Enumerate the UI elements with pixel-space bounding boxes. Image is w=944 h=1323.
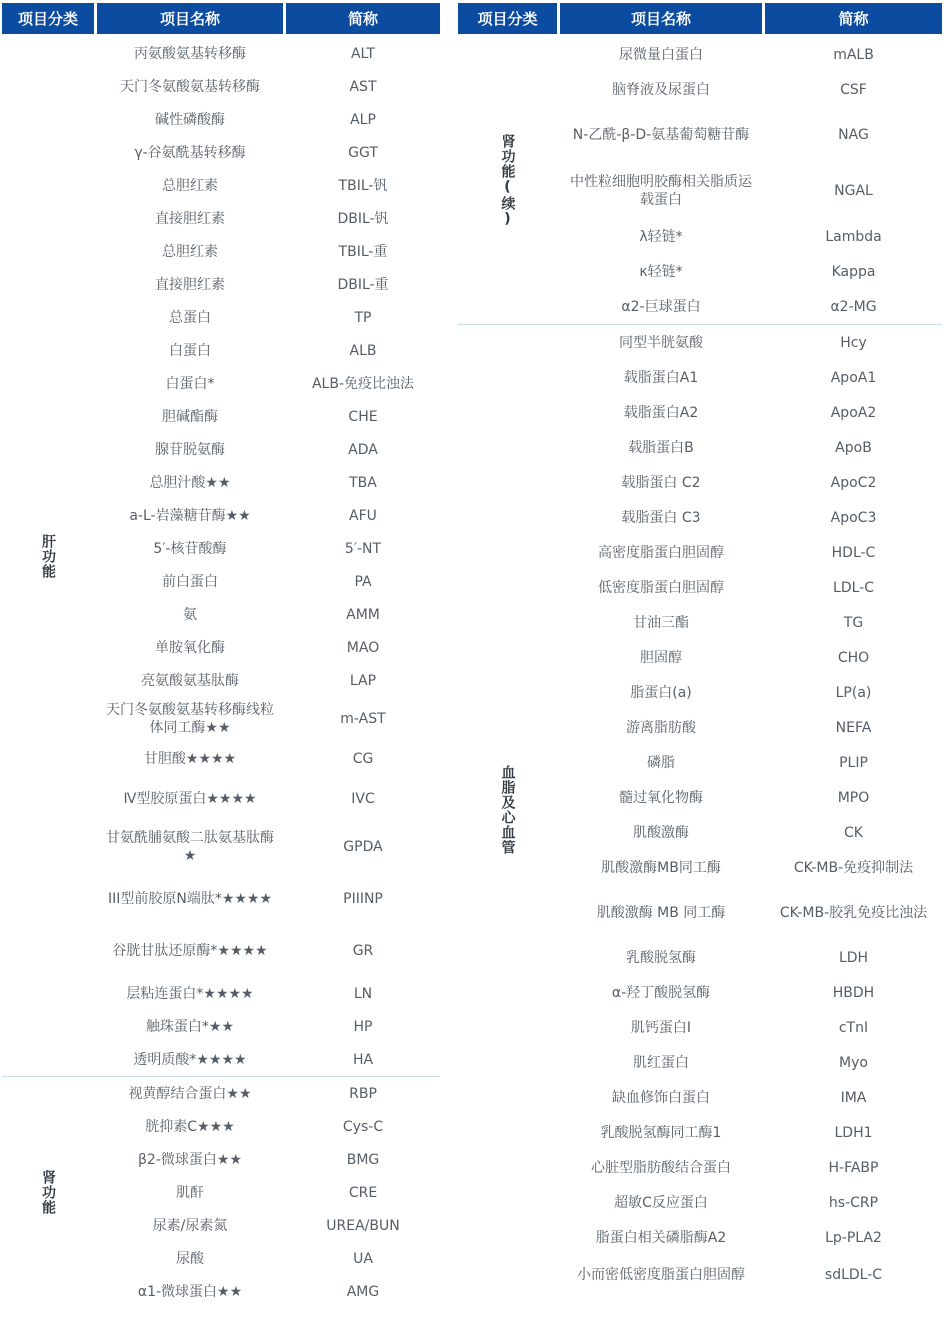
item-abbr: NEFA: [835, 719, 872, 736]
item-name: 肌钙蛋白I: [630, 1019, 692, 1036]
item-name: 单胺氧化酶: [155, 639, 225, 656]
category-lipid: [458, 325, 557, 1294]
item-name: 触珠蛋白*★★: [145, 1018, 235, 1035]
item-abbr: hs-CRP: [828, 1194, 879, 1211]
item-abbr: LP(a): [835, 684, 872, 701]
table-header: [458, 3, 942, 34]
item-abbr: LDH1: [834, 1124, 873, 1141]
item-abbr: ApoA1: [830, 369, 877, 386]
item-abbr: AMM: [346, 606, 380, 623]
item-name: 乳酸脱氢酶: [626, 949, 696, 966]
item-abbr: sdLDL-C: [824, 1267, 883, 1283]
item-name: λ轻链*: [639, 228, 683, 245]
item-abbr: IMA: [840, 1089, 867, 1106]
item-abbr: m-AST: [340, 711, 386, 727]
item-abbr: PIIINP: [343, 891, 383, 907]
item-abbr: Cys-C: [342, 1118, 384, 1135]
item-name: 层粘连蛋白*★★★★: [126, 985, 254, 1002]
item-abbr: TBIL-钒: [338, 177, 388, 194]
item-name: 中性粒细胞明胶酶相关脂质运载蛋白: [570, 173, 752, 208]
header-name: 项目名称: [97, 3, 283, 34]
item-name: 心脏型脂肪酸结合蛋白: [591, 1159, 731, 1176]
item-abbr: GPDA: [343, 839, 383, 855]
left-table: [2, 3, 440, 1308]
group-liver: [2, 37, 440, 1076]
item-name: 亮氨酸氨基肽酶: [141, 672, 239, 689]
item-abbr: LN: [353, 985, 373, 1002]
item-abbr: CK-MB-免疫抑制法: [793, 859, 914, 876]
category-liver: [2, 37, 94, 1076]
item-name: 视黄醇结合蛋白★★: [128, 1085, 252, 1102]
item-abbr: DBIL-钒: [337, 210, 389, 227]
item-abbr: DBIL-重: [337, 276, 389, 293]
item-name: 胆固醇: [640, 649, 682, 666]
item-name: 缺血修饰白蛋白: [612, 1089, 710, 1106]
table-header: [2, 3, 440, 34]
item-name: 尿素/尿素氮: [152, 1217, 228, 1234]
item-name: 甘氨酰脯氨酸二肽氨基肽酶★: [106, 830, 274, 864]
header-abbr: 简称: [286, 3, 440, 34]
item-abbr: ALB: [349, 342, 377, 359]
item-name: N-乙酰-β-D-氨基葡萄糖苷酶: [572, 126, 750, 143]
item-abbr: NAG: [838, 126, 869, 143]
item-name: 同型半胱氨酸: [619, 334, 703, 351]
item-abbr: ApoB: [835, 439, 872, 456]
item-name: 胆碱酯酶: [162, 408, 218, 425]
item-name: 氨: [183, 606, 197, 623]
item-abbr: BMG: [346, 1151, 380, 1168]
item-name: Ⅳ型胶原蛋白★★★★: [123, 791, 257, 807]
item-name: 尿微量白蛋白: [619, 46, 703, 63]
item-abbr: UREA/BUN: [326, 1217, 400, 1234]
item-name: 直接胆红素: [155, 276, 225, 293]
item-name: 载脂蛋白 C3: [621, 509, 701, 526]
item-name: 脂蛋白相关磷脂酶A2: [595, 1230, 727, 1246]
item-name: α-羟丁酸脱氢酶: [611, 984, 711, 1001]
item-name: 肌酸激酶MB同工酶: [601, 859, 721, 876]
right-table: [458, 3, 942, 1294]
item-name: 载脂蛋白A1: [623, 369, 699, 386]
item-abbr: CK-MB-胶乳免疫比浊法: [779, 904, 928, 921]
item-abbr: HA: [352, 1051, 374, 1068]
item-name: 透明质酸*★★★★: [133, 1051, 247, 1068]
item-abbr: ApoC3: [830, 509, 877, 526]
item-name: 肌酐: [176, 1184, 204, 1201]
item-abbr: TG: [843, 614, 864, 631]
item-abbr: LDH: [838, 949, 869, 966]
item-abbr: ALP: [350, 111, 376, 128]
item-abbr: NGAL: [834, 182, 873, 199]
category-label: 肝功能: [40, 534, 56, 579]
item-abbr: HBDH: [832, 984, 875, 1001]
item-name: 胱抑素C★★★: [145, 1118, 235, 1135]
item-name: 甘胆酸★★★★: [143, 751, 237, 767]
item-name: 尿酸: [176, 1250, 204, 1267]
item-name: 肌红蛋白: [633, 1054, 689, 1071]
item-abbr: TBIL-重: [338, 243, 388, 260]
item-name: 5′-核苷酸酶: [153, 540, 227, 557]
header-category: 项目分类: [458, 3, 557, 34]
item-name: 脂蛋白(a): [630, 684, 692, 701]
item-abbr: MAO: [346, 639, 380, 656]
item-name: 白蛋白*: [165, 375, 215, 392]
item-name: 总胆汁酸★★: [149, 474, 231, 491]
item-abbr: 5′-NT: [344, 540, 382, 557]
item-abbr: TBA: [349, 474, 377, 491]
item-name: α1-微球蛋白★★: [137, 1283, 243, 1300]
item-abbr: ApoC2: [830, 474, 877, 491]
item-abbr: Hcy: [840, 334, 867, 351]
category-label: 肾功能(续): [499, 133, 516, 228]
item-abbr: ALB-免疫比浊法: [311, 375, 415, 392]
item-abbr: AMG: [346, 1283, 380, 1300]
item-abbr: CSF: [840, 81, 867, 98]
item-name: 载脂蛋白 C2: [621, 474, 701, 491]
item-name: 天门冬氨酸氨基转移酶线粒体同工酶★★: [106, 702, 274, 736]
item-name: 腺苷脱氨酶: [155, 441, 225, 458]
item-name: 天门冬氨酸氨基转移酶: [120, 78, 260, 95]
item-name: 脑脊液及尿蛋白: [612, 81, 710, 98]
category-label: 肾功能: [40, 1170, 56, 1215]
item-name: κ轻链*: [639, 263, 683, 280]
header-abbr: 简称: [765, 3, 942, 34]
item-abbr: CK: [844, 824, 863, 841]
item-name: 载脂蛋白B: [628, 439, 694, 456]
item-name: 谷胱甘肽还原酶*★★★★: [112, 943, 268, 959]
item-abbr: CHO: [837, 649, 870, 666]
item-name: a-L-岩藻糖苷酶★★: [129, 507, 251, 524]
item-abbr: TP: [354, 309, 372, 326]
item-abbr: cTnI: [838, 1019, 869, 1036]
header-name: 项目名称: [560, 3, 762, 34]
item-abbr: UA: [353, 1250, 373, 1267]
item-name: 丙氨酸氨基转移酶: [134, 45, 246, 62]
item-abbr: PLIP: [839, 754, 868, 771]
item-abbr: GGT: [348, 144, 378, 161]
item-name: 前白蛋白: [162, 573, 218, 590]
item-abbr: CG: [352, 751, 374, 767]
item-abbr: α2-MG: [830, 298, 877, 315]
category-kidney-cont: [458, 37, 557, 324]
group-kidney: [2, 1076, 440, 1308]
item-name: 白蛋白: [169, 342, 211, 359]
group-lipid: [458, 324, 942, 1294]
item-name: III型前胶原N端肽*★★★★: [107, 891, 273, 907]
item-name: γ-谷氨酰基转移酶: [134, 144, 246, 161]
item-abbr: H-FABP: [828, 1159, 879, 1176]
item-abbr: PA: [354, 573, 372, 590]
item-name: 乳酸脱氢酶同工酶1: [600, 1124, 722, 1141]
item-abbr: Myo: [839, 1054, 868, 1071]
category-kidney: [2, 1077, 94, 1308]
header-category: 项目分类: [2, 3, 94, 34]
item-name: 总蛋白: [169, 309, 211, 326]
item-abbr: Kappa: [831, 263, 876, 280]
item-abbr: ALT: [350, 45, 375, 62]
item-name: 甘油三酯: [633, 614, 689, 631]
item-abbr: MPO: [837, 789, 870, 806]
item-abbr: Lambda: [825, 228, 882, 245]
item-name: β2-微球蛋白★★: [138, 1151, 242, 1168]
item-abbr: LDL-C: [833, 579, 874, 596]
item-abbr: CRE: [348, 1184, 378, 1201]
item-abbr: ApoA2: [830, 404, 877, 421]
item-name: 髓过氧化物酶: [619, 789, 703, 806]
item-name: 直接胆红素: [155, 210, 225, 227]
item-abbr: ADA: [348, 441, 378, 458]
item-abbr: AST: [349, 78, 377, 95]
item-name: 超敏C反应蛋白: [614, 1194, 708, 1211]
item-name: 总胆红素: [162, 177, 218, 194]
group-kidney-cont: [458, 37, 942, 324]
item-name: 游离脂肪酸: [626, 719, 696, 736]
item-abbr: RBP: [349, 1085, 377, 1102]
item-abbr: LAP: [349, 672, 377, 689]
item-abbr: AFU: [349, 507, 377, 524]
category-label: 血脂及心血管: [499, 764, 516, 855]
item-name: 肌酸激酶 MB 同工酶: [596, 904, 726, 921]
item-abbr: GR: [352, 943, 374, 959]
item-name: 载脂蛋白A2: [623, 404, 699, 421]
item-abbr: mALB: [833, 46, 874, 63]
item-name: 总胆红素: [162, 243, 218, 260]
item-name: 碱性磷酸酶: [155, 111, 225, 128]
item-name: 低密度脂蛋白胆固醇: [598, 579, 724, 596]
item-abbr: HP: [353, 1018, 373, 1035]
item-name: 磷脂: [647, 754, 675, 771]
item-abbr: Lp-PLA2: [825, 1230, 882, 1246]
item-abbr: CHE: [348, 408, 378, 425]
item-name: α2-巨球蛋白: [621, 298, 701, 315]
item-name: 小而密低密度脂蛋白胆固醇: [577, 1267, 745, 1283]
item-abbr: IVC: [351, 791, 375, 807]
item-name: 肌酸激酶: [633, 824, 689, 841]
item-abbr: HDL-C: [831, 544, 876, 561]
item-name: 高密度脂蛋白胆固醇: [598, 544, 724, 561]
